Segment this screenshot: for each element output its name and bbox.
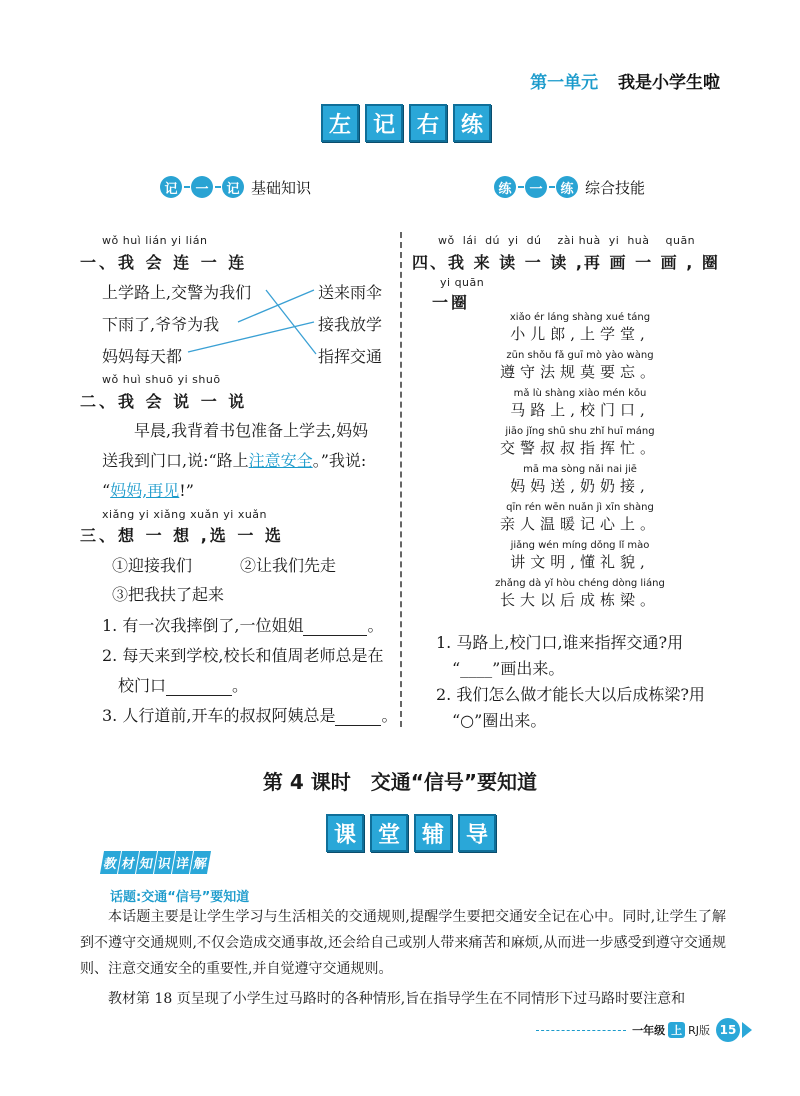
q4-title: 四、我 来 读 一 读 ,再 画 一 画 , 圈 bbox=[412, 253, 720, 272]
tag-label: 综合技能 bbox=[585, 178, 646, 197]
answer-text: 注意安全 bbox=[248, 451, 313, 470]
answer-blank[interactable] bbox=[335, 706, 381, 726]
banner-classroom-guidance bbox=[326, 814, 496, 852]
q1-right-item: 指挥交通 bbox=[318, 347, 383, 366]
banner-tile: 堂 bbox=[370, 814, 408, 852]
lesson-title: 第 4 课时 交通“信号”要知道 bbox=[262, 770, 538, 794]
edition-label: RJ版 bbox=[688, 1024, 710, 1037]
poem bbox=[470, 312, 690, 616]
q4-task: “○”圈出来。 bbox=[452, 711, 547, 730]
poem-line: mǎ lù shàng xiào mén kǒu 马路上,校门口, bbox=[510, 388, 650, 419]
q3-title: 三、想 一 想 ,选 一 选 bbox=[80, 526, 284, 545]
poem-line: zhǎng dà yǐ hòu chéng dòng liáng 长大以后成栋梁。 bbox=[495, 578, 665, 609]
arrow-icon bbox=[742, 1022, 752, 1038]
q2-pinyin: wǒ huì shuō yi shuō bbox=[102, 373, 221, 386]
banner-tile: 练 bbox=[453, 104, 491, 142]
tag-bubble: 练 bbox=[556, 176, 578, 198]
unit-number: 第一单元 bbox=[530, 73, 599, 93]
q3-pinyin: xiǎng yi xiǎng xuǎn yi xuǎn bbox=[102, 508, 268, 521]
match-line bbox=[238, 290, 314, 322]
answer-text: 妈妈,再见 bbox=[110, 481, 180, 500]
banner-tile: 导 bbox=[458, 814, 496, 852]
banner-tile: 辅 bbox=[414, 814, 452, 852]
poem-line: jiǎng wén míng dǒng lǐ mào 讲文明,懂礼貌, bbox=[510, 540, 650, 571]
footer-rule bbox=[536, 1030, 626, 1031]
q3-option: ①迎接我们 bbox=[112, 556, 193, 575]
q2-line: “妈妈,再见!” bbox=[102, 481, 194, 500]
q1-left-item: 下雨了,爷爷为我 bbox=[102, 315, 220, 334]
q4-task: 2. 我们怎么做才能长大以后成栋梁?用 bbox=[436, 685, 705, 704]
page-number: 15 bbox=[716, 1018, 740, 1042]
section-label: 教 材 知 识 详 解 bbox=[102, 851, 210, 874]
banner-tile: 记 bbox=[365, 104, 403, 142]
tag-bubble: 记 bbox=[222, 176, 244, 198]
poem-line: jiāo jǐng shū shu zhǐ huī máng 交警叔叔指挥忙。 bbox=[499, 426, 660, 457]
q1-pinyin: wǒ huì lián yi lián bbox=[102, 234, 208, 247]
q3-sentence: 3. 人行道前,开车的叔叔阿姨总是 。 bbox=[102, 706, 398, 725]
body-paragraph: 教材第 18 页呈现了小学生过马路时的各种情形,旨在指导学生在不同情形下过马路时要注意和 bbox=[108, 991, 686, 1007]
q1-right-item: 送来雨伞 bbox=[318, 283, 383, 302]
tag-bubble: 一 bbox=[525, 176, 547, 198]
page-footer bbox=[536, 1018, 752, 1042]
q2-line: 送我到门口,说:“路上注意安全。”我说: bbox=[102, 451, 367, 470]
q4-pinyin2: yi quān bbox=[440, 276, 485, 289]
banner-tile: 右 bbox=[409, 104, 447, 142]
q3-option: ③把我扶了起来 bbox=[112, 585, 225, 604]
answer-blank[interactable] bbox=[166, 676, 232, 696]
match-line bbox=[188, 322, 314, 352]
q4-task: “____”画出来。 bbox=[452, 659, 565, 678]
answer-blank[interactable] bbox=[303, 616, 367, 636]
poem-line: xiǎo ér láng shàng xué táng 小儿郎,上学堂, bbox=[509, 312, 651, 343]
banner-tile: 左 bbox=[321, 104, 359, 142]
tag-bubble: 一 bbox=[191, 176, 213, 198]
q1-left-item: 上学路上,交警为我们 bbox=[102, 283, 252, 302]
q3-sentence: 2. 每天来到学校,校长和值周老师总是在 bbox=[102, 646, 384, 665]
tag-bubble: 练 bbox=[494, 176, 516, 198]
q4-pinyin: wǒ lái dú yi dú zài huà yi huà quān bbox=[438, 234, 696, 247]
poem-line: zūn shǒu fǎ guī mò yào wàng 遵守法规莫要忘。 bbox=[499, 350, 660, 381]
body-paragraph: 本话题主要是让学生学习与生活相关的交通规则,提醒学生要把交通安全记在心中。同时,让学生了解到不遵守交通规则,不仅会造成交通事故,还会给自己或别人带来痛苦和麻烦,从而进一步感受到遵守交通规则、注意交通安全的重要性,并自觉遵守交通规则。 bbox=[80, 909, 726, 977]
poem-line: qīn rén wēn nuǎn jì xīn shàng 亲人温暖记心上。 bbox=[499, 502, 660, 533]
tag-bubble: 记 bbox=[160, 176, 182, 198]
q1-right-item: 接我放学 bbox=[318, 315, 383, 334]
poem-line: mā ma sòng nǎi nai jiē 妈妈送,奶奶接, bbox=[510, 464, 650, 495]
grade-label: 一年级 bbox=[632, 1024, 666, 1037]
q4-task: 1. 马路上,校门口,谁来指挥交通?用 bbox=[436, 633, 684, 652]
q3-option: ②让我们先走 bbox=[240, 556, 337, 575]
q4-title2: 一圈 bbox=[432, 293, 471, 312]
term-label: 上 bbox=[668, 1022, 685, 1038]
q2-line: 早晨,我背着书包准备上学去,妈妈 bbox=[134, 421, 369, 440]
q2-title: 二、我 会 说 一 说 bbox=[80, 392, 248, 411]
banner-tile: 课 bbox=[326, 814, 364, 852]
q1-title: 一、我 会 连 一 连 bbox=[80, 253, 248, 272]
unit-title: 我是小学生啦 bbox=[618, 73, 720, 93]
q1-left-item: 妈妈每天都 bbox=[102, 347, 183, 366]
tag-label: 基础知识 bbox=[251, 178, 312, 197]
q3-sentence: 校门口 。 bbox=[118, 676, 249, 695]
topic-heading: 话题:交通“信号”要知道 bbox=[110, 890, 250, 905]
q3-sentence: 1. 有一次我摔倒了,一位姐姐 。 bbox=[102, 616, 384, 635]
